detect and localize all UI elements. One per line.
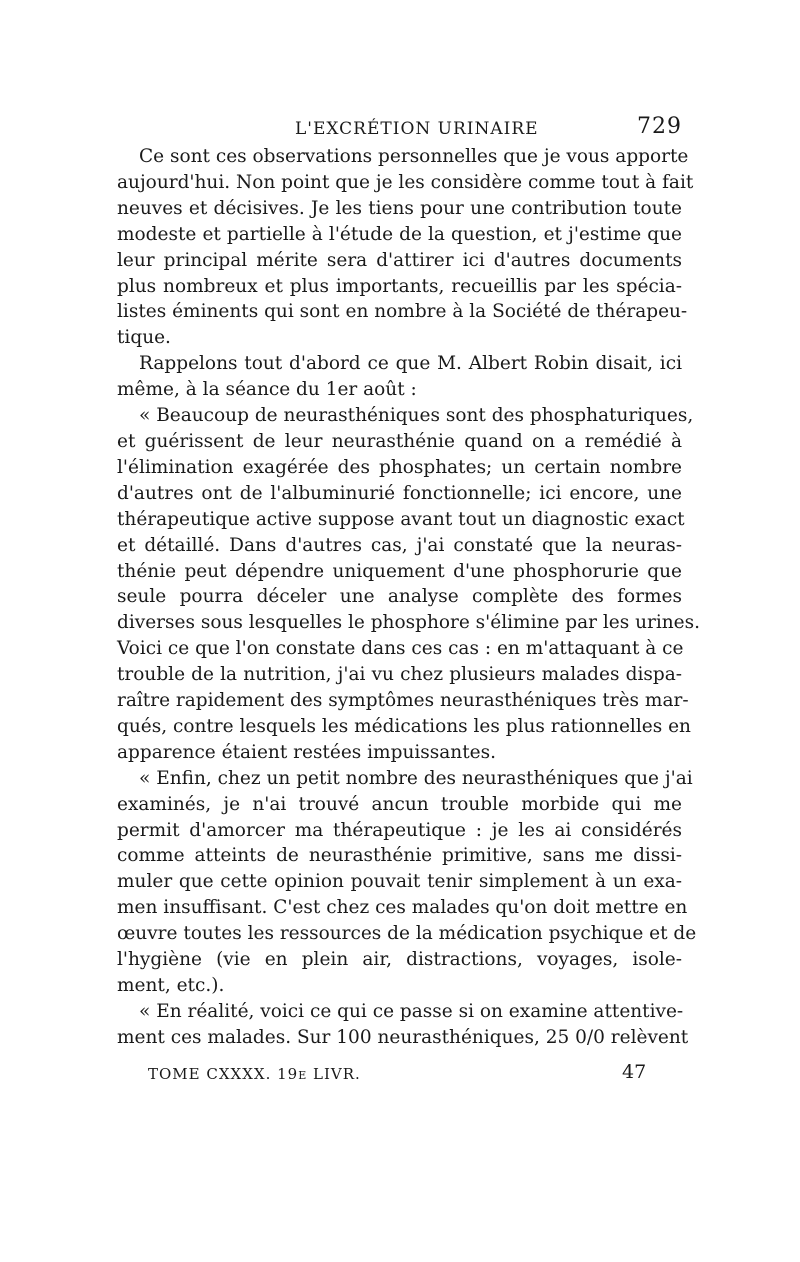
signature-mark: TOME CXXXX. 19e LIVR. xyxy=(148,1065,361,1083)
text-line: Rappelons tout d'abord ce que M. Albert Robin disait, ici xyxy=(139,353,682,375)
text-line: ment, etc.). xyxy=(117,975,225,996)
text-line: même, à la séance du 1er août : xyxy=(117,379,417,401)
text-line: men insuffisant. C'est chez ces malades qu'on doit mettre en xyxy=(117,897,688,919)
text-line: plus nombreux et plus importants, recueillis par les spécia- xyxy=(117,275,682,297)
text-line: examinés, je n'ai trouvé ancun trouble morbide qui me xyxy=(117,793,682,815)
text-line: neuves et décisives. Je les tiens pour une contribution toute xyxy=(117,197,682,219)
paragraph-3 xyxy=(117,403,700,766)
running-head xyxy=(117,112,682,144)
paragraph-1 xyxy=(117,144,694,351)
text-line: d'autres ont de l'albuminurié fonctionnelle; ici encore, une xyxy=(117,482,682,504)
text-line: Ce sont ces observations personnelles que je vous apporte xyxy=(139,146,689,167)
text-line: œuvre toutes les ressources de la médication psychique et de xyxy=(117,923,697,945)
text-line: qués, contre lesquels les médications les plus rationnelles en xyxy=(117,715,691,737)
text-line: comme atteints de neurasthénie primitive, sans me dissi- xyxy=(117,845,682,867)
text-line: thénie peut dépendre uniquement d'une phosphorurie que xyxy=(117,560,682,582)
text-line: « Enfin, chez un petit nombre des neurasthéniques que j'ai xyxy=(139,767,693,789)
book-page xyxy=(117,112,700,1051)
text-line: trouble de la nutrition, j'ai vu chez plusieurs malades dispa- xyxy=(117,664,682,686)
text-line: diverses sous lesquelles le phosphore s'élimine par les urines. xyxy=(117,612,700,634)
text-line: raître rapidement des symptômes neurasthéniques très mar- xyxy=(117,690,689,712)
text-line: thérapeutique active suppose avant tout un diagnostic exact xyxy=(117,508,685,530)
text-line: tique. xyxy=(117,327,171,349)
text-line: permit d'amorcer ma thérapeutique : je les ai considérés xyxy=(117,819,682,841)
paragraph-2 xyxy=(117,351,682,403)
text-line: listes éminents qui sont en nombre à la Société de thérapeu- xyxy=(117,301,688,323)
text-line: modeste et partielle à l'étude de la question, et j'estime que xyxy=(117,223,682,245)
text-line: aujourd'hui. Non point que je les considère comme tout à fait xyxy=(117,171,694,193)
running-title: L'EXCRÉTION URINAIRE xyxy=(295,119,539,139)
text-line: « En réalité, voici ce qui ce passe si on examine attentive- xyxy=(139,1000,684,1022)
text-line: et détaillé. Dans d'autres cas, j'ai constaté que la neuras- xyxy=(117,534,682,556)
sheet-number: 47 xyxy=(622,1061,647,1083)
text-line: Voici ce que l'on constate dans ces cas : en m'attaquant à ce xyxy=(117,638,684,660)
text-line: et guérissent de leur neurasthénie quand on a remédié à xyxy=(117,430,682,452)
page-footer xyxy=(148,1061,648,1091)
page-number: 729 xyxy=(637,114,682,139)
text-line: seule pourra déceler une analyse complète des formes xyxy=(117,586,682,608)
body-text xyxy=(117,144,700,1051)
text-line: muler que cette opinion pouvait tenir simplement à un exa- xyxy=(117,871,682,893)
text-line: l'élimination exagérée des phosphates; un certain nombre xyxy=(117,456,682,478)
paragraph-5 xyxy=(117,999,689,1051)
text-line: l'hygiène (vie en plein air, distractions, voyages, isole- xyxy=(117,949,682,971)
paragraph-4 xyxy=(117,766,697,999)
text-line: ment ces malades. Sur 100 neurasthéniques, 25 0/0 relèvent xyxy=(117,1026,689,1048)
text-line: apparence étaient restées impuissantes. xyxy=(117,741,496,763)
text-line: leur principal mérite sera d'attirer ici d'autres documents xyxy=(117,249,682,271)
text-line: « Beaucoup de neurasthéniques sont des phosphaturiques, xyxy=(139,405,694,427)
